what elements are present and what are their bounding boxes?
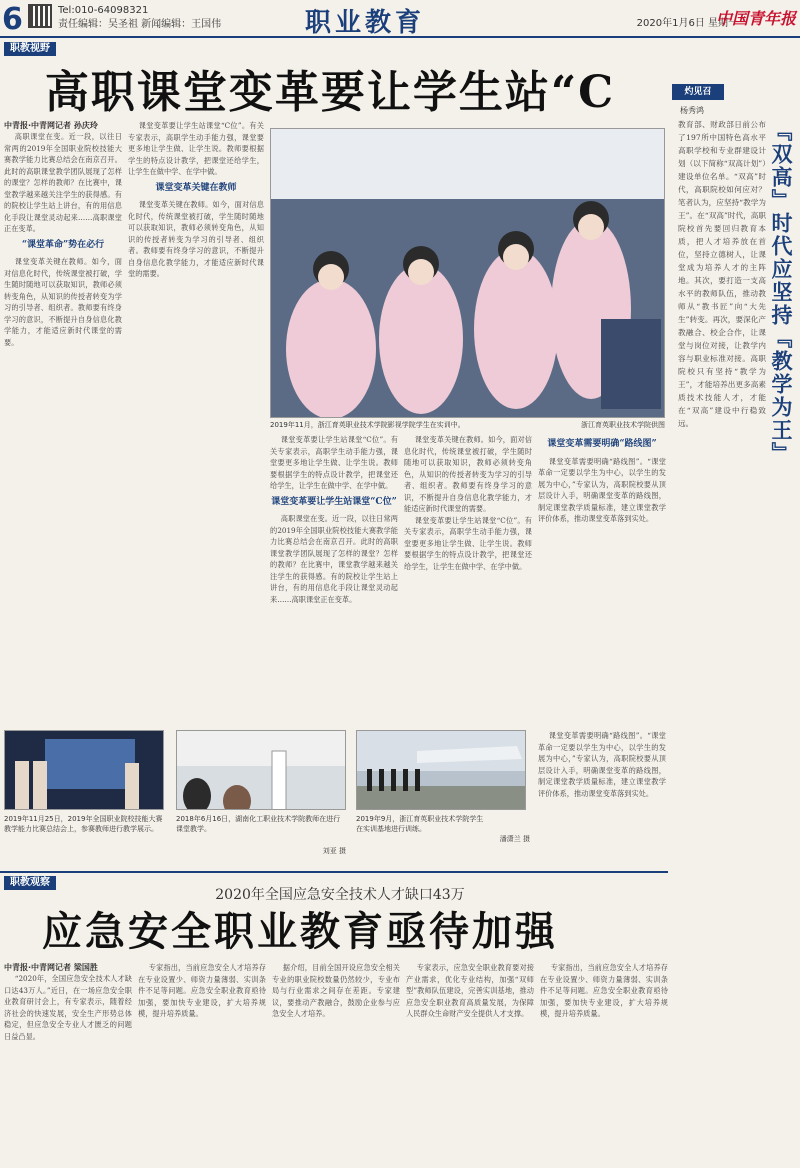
- photo-2-caption: 2018年6月16日，湖南化工职业技术学院教师在进行课堂教学。: [176, 815, 341, 833]
- story1-col3-text-b: 高职课堂在变。近一段，以往日常两的2019年全国职业院校技能大赛教学能力比赛总结会在南京召开。此时的高职课堂教学团队展现了怎样的课堂？怎样的教师？在比赛中，课堂教学越来越关注学生的获得感。有的院校让学生站上讲台，有的用信息化手段让课堂灵动起来……高职课堂正在变革。: [270, 514, 398, 604]
- story1-tag: 职教视野: [4, 42, 56, 56]
- story2-column-3: [272, 962, 400, 1162]
- story1-col5-text: 课堂变革需要明确“路线图”。“课堂革命一定要以学生为中心，以学生的发展为中心，”专家认为，高职院校要从顶层设计入手，明确课堂变革的路线图，制定课堂教学质量标准，建立课堂教学评价体系，推动课堂变革落到实处。: [538, 456, 666, 523]
- story1-subhead-4: 课堂变革需要明确“路线图”: [547, 439, 657, 449]
- story2-column-1: [4, 962, 132, 1162]
- opinion-tag: 灼见召: [672, 84, 724, 100]
- photo-3-caption: 2019年9月，浙江育英职业技术学院学生在实训基地进行训练。: [356, 815, 484, 833]
- page-number: 6: [2, 2, 23, 37]
- story1-column-4: [404, 434, 532, 724]
- story1-col3-text: 课堂变革要让学生站课堂“C位”。有关专家表示，高职学生动手能力强，课堂要更多地让学生做、让学生说。教师要根据学生的特点设计教学，把课堂还给学生，让学生在做中学、在学中做。: [270, 435, 398, 490]
- story1-byline: 中青报·中青网记者 孙庆玲: [4, 121, 98, 130]
- story2-col3-text: 据介绍，目前全国开设应急安全相关专业的职业院校数量仍然较少，专业布局与行业需求之间存在差距。专家建议，要推动产教融合，鼓励企业参与应急安全人才培养。: [272, 963, 400, 1018]
- opinion-vertical-title: 『双高』时代应坚持『教学为王』: [769, 120, 794, 465]
- masthead-editors: 责任编辑：吴圣祖 新闻编辑：王国伟: [58, 19, 222, 30]
- story1-column-5: [538, 434, 666, 724]
- opinion-body-text: 教育部、财政部日前公布了197所中国特色高水平高职学校和专业群建设计划（以下简称“双高计划”）建设单位名单。“双高”时代，高职院校如何应对？笔者认为，应坚持“教学为王”。在“双高”时代，高职院校首先要回归教育本质，把人才培养放在首位，坚持立德树人，让课堂成为培养人才的主阵地。其次，要打造一支高水平的教师队伍，推动教师从“教书匠”向“大先生”转变。再次，要深化产教融合、校企合作，让课堂与岗位对接，让教学内容与职业标准对接。高职院校只有坚持“教学为王”，才能培养出更多高素质技术技能人才，才能在“双高”建设中行稳致远。: [678, 120, 766, 428]
- story2-col5-text: 专家指出，当前应急安全人才培养存在专业设置少、师资力量薄弱、实训条件不足等问题。应急安全职业教育亟待加强，要加快专业建设，扩大培养规模，提升培养质量。: [540, 963, 668, 1018]
- main-photo-caption: 2019年11月，浙江育英职业技术学院影视学院学生在实训中。: [270, 421, 465, 429]
- main-photo-credit: 浙江育英职业技术学院供图: [581, 421, 665, 429]
- section-title: 职业教育: [305, 8, 426, 38]
- story2-tag: 职教观察: [4, 876, 56, 890]
- photo-2-illustration: [177, 731, 346, 810]
- qr-code-icon: [28, 4, 52, 28]
- story1-col2-text: 课堂变革要让学生站课堂“C位”。有关专家表示，高职学生动手能力强，课堂要更多地让学生做、让学生说。教师要根据学生的特点设计教学，把课堂还给学生，让学生在做中学、在学中做。: [128, 121, 264, 176]
- story2-kicker: 2020年全国应急安全技术人才缺口43万: [215, 887, 465, 903]
- photo-3-credit: 潘潇兰 摄: [499, 835, 530, 843]
- photo-1-caption: 2019年11月25日，2019年全国职业院校技能大赛教学能力比赛总结会上，参赛教师进行教学展示。: [4, 815, 163, 833]
- story1-subhead-2: 课堂变革关键在教师: [155, 182, 237, 193]
- story2-col2-text: 专家指出，当前应急安全人才培养存在专业设置少、师资力量薄弱、实训条件不足等问题。应急安全职业教育亟待加强，要加快专业建设，扩大培养规模，提升培养质量。: [138, 963, 266, 1018]
- story2-byline: 中青报·中青网记者 梁国胜: [4, 963, 98, 972]
- masthead: [0, 0, 800, 38]
- story1-subhead-1: “课堂革命”势在必行: [21, 239, 105, 250]
- story1-col6-text: 课堂变革需要明确“路线图”。“课堂革命一定要以学生为中心，以学生的发展为中心，”专家认为，高职院校要从顶层设计入手，明确课堂变革的路线图，制定课堂教学质量标准，建立课堂教学评价体系，推动课堂变革落到实处。: [538, 731, 666, 798]
- story2-column-4: [406, 962, 534, 1162]
- photo-3: [356, 730, 526, 810]
- story1-col1-text-b: 课堂变革关键在教师。如今，面对信息化时代，传统课堂被打破，学生随时随地可以获取知识，教师必须转变角色，从知识的传授者转变为学习的引导者、组织者。教师要有终身学习的意识，不断提升自身信息化教学能力，才能适应新时代课堂的需要。: [4, 257, 122, 347]
- photo-3-illustration: [357, 731, 526, 810]
- section-divider: [0, 871, 668, 873]
- story2-col1-text: “2020年，全国应急安全技术人才缺口达43万人。”近日，在一场应急安全职业教育研讨会上，有专家表示，随着经济社会的快速发展，安全生产形势总体稳定，但应急安全专业人才匮乏的问题日益凸显。: [4, 974, 132, 1041]
- masthead-tel: Tel:010-64098321: [58, 5, 149, 16]
- story1-subhead-3: 课堂变革要让学生站课堂“C位”: [271, 496, 397, 507]
- story1-headline: 高职课堂变革要让学生站“C: [44, 67, 616, 118]
- opinion-body: [678, 118, 766, 1158]
- story2-col4-text: 专家表示，应急安全职业教育要对接产业需求，优化专业结构，加强“双师型”教师队伍建设，完善实训基地，推动应急安全职业教育高质量发展，为保障人民群众生命财产安全提供人才支撑。: [406, 963, 534, 1018]
- photo-2-credit: 刘亚 摄: [322, 847, 346, 855]
- story2-column-5: [540, 962, 668, 1162]
- photo-1: [4, 730, 164, 810]
- opinion-author: 杨秀鸿: [680, 106, 704, 115]
- masthead-date: 2020年1月6日 星期一: [636, 18, 738, 29]
- story1-column-6: [538, 730, 666, 860]
- story1-col4-text-b: 课堂变革要让学生站课堂“C位”。有关专家表示，高职学生动手能力强，课堂要更多地让学生做、让学生说。教师要根据学生的特点设计教学，把课堂还给学生，让学生在做中学、在学中做。: [404, 515, 532, 571]
- main-photo-illustration: [271, 129, 665, 418]
- story2-column-2: [138, 962, 266, 1162]
- story2-headline: 应急安全职业教育亟待加强: [42, 908, 558, 955]
- story1-column-2: [128, 120, 264, 720]
- story1-column-1: [4, 120, 122, 720]
- story1-col1-text: 高职课堂在变。近一段，以往日常两的2019年全国职业院校技能大赛教学能力比赛总结会在南京召开。此时的高职课堂教学团队展现了怎样的课堂？怎样的教师？在比赛中，课堂教学越来越关注学生的获得感。有的院校让学生站上讲台，有的用信息化手段让课堂灵动起来……高职课堂正在变革。: [4, 132, 122, 233]
- photo-1-illustration: [5, 731, 164, 810]
- main-photo: [270, 128, 665, 418]
- photo-2: [176, 730, 346, 810]
- masthead-info: [58, 4, 221, 32]
- story1-col2-text-b: 课堂变革关键在教师。如今，面对信息化时代，传统课堂被打破，学生随时随地可以获取知识，教师必须转变角色，从知识的传授者转变为学习的引导者、组织者。教师要有终身学习的意识，不断提升自身信息化教学能力，才能适应新时代课堂的需要。: [128, 200, 264, 278]
- story1-col4-text: 课堂变革关键在教师。如今，面对信息化时代，传统课堂被打破，学生随时随地可以获取知识，教师必须转变角色，从知识的传授者转变为学习的引导者、组织者。教师要有终身学习的意识，不断提升自身信息化教学能力，才能适应新时代课堂的需要。: [404, 435, 532, 513]
- story1-column-3: [270, 434, 398, 724]
- newspaper-logo: 中国青年报: [715, 9, 796, 28]
